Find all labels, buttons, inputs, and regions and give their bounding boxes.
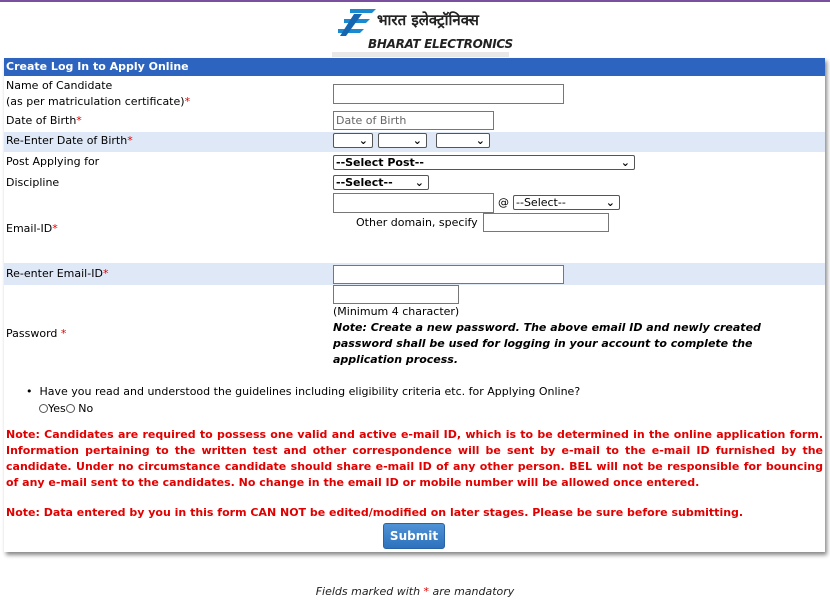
footer-star: * bbox=[423, 585, 430, 598]
submit-button[interactable]: Submit bbox=[383, 523, 445, 549]
redob-label: Re-Enter Date of Birth* bbox=[6, 134, 133, 147]
email-username-input[interactable] bbox=[333, 193, 494, 213]
password-input[interactable] bbox=[333, 285, 459, 304]
mandatory-footer: Fields marked with * are mandatory bbox=[315, 585, 515, 598]
guidelines-question: • Have you read and understood the guidelines including eligibility criteria etc. for Applying Online? bbox=[26, 385, 581, 398]
bel-logo bbox=[332, 4, 513, 57]
other-domain-label: Other domain, specify bbox=[356, 216, 478, 229]
chevron-down-icon: ⌄ bbox=[475, 134, 485, 147]
yes-label[interactable]: Yes bbox=[48, 402, 66, 415]
form-title: Create Log In to Apply Online bbox=[4, 58, 825, 76]
chevron-down-icon: ⌄ bbox=[414, 176, 424, 189]
chevron-down-icon: ⌄ bbox=[620, 156, 630, 169]
chevron-down-icon: ⌄ bbox=[358, 134, 368, 147]
no-radio[interactable] bbox=[66, 404, 75, 413]
redob-year-select[interactable] bbox=[436, 133, 490, 148]
candidate-name-input[interactable] bbox=[333, 84, 564, 104]
name-label: Name of Candidate bbox=[6, 79, 113, 92]
discipline-select[interactable]: --Select-- ⌄ bbox=[333, 175, 429, 190]
required-mark: * bbox=[184, 95, 191, 108]
password-label: Password * bbox=[6, 327, 67, 340]
chevron-down-icon: ⌄ bbox=[605, 196, 615, 209]
email-domain-select[interactable]: --Select-- ⌄ bbox=[513, 195, 620, 210]
at-sign: @ bbox=[498, 196, 509, 209]
password-hint: (Minimum 4 character) bbox=[333, 305, 460, 318]
chevron-down-icon: ⌄ bbox=[412, 134, 422, 147]
logo-hindi-text: भारत इलेक्ट्रॉनिक्स bbox=[377, 11, 479, 29]
logo-english-text: BHARAT ELECTRONICS bbox=[368, 37, 513, 51]
dob-label: Date of Birth* bbox=[6, 114, 82, 127]
redob-month-select[interactable] bbox=[378, 133, 427, 148]
no-label[interactable]: No bbox=[78, 402, 94, 415]
guidelines-options bbox=[39, 402, 93, 415]
post-select[interactable]: --Select Post-- ⌄ bbox=[333, 155, 635, 170]
bel-emblem-icon bbox=[336, 6, 378, 40]
discipline-label: Discipline bbox=[6, 176, 60, 189]
password-note: Note: Create a new password. The above email ID and newly created password shall be used for logging in your account to complete the application process. bbox=[333, 321, 761, 366]
yes-radio[interactable] bbox=[39, 404, 48, 413]
email-note: Note: Candidates are required to possess one valid and active e-mail ID, which is to be determined in the online application form. Information pertaining to the written test and other correspondence will be sent by e-mail to the e-mail ID furnished by the candidate. Under no circumstance candidate should share e-mail ID of any other person. BEL will not be responsible for bouncing of any e-mail sent to the candidates. No change in the email ID or mobile number will be allowed once entered. bbox=[6, 428, 823, 489]
redob-day-select[interactable] bbox=[333, 133, 373, 148]
logo-underline bbox=[332, 52, 509, 57]
login-form bbox=[4, 58, 825, 552]
other-domain-input[interactable] bbox=[483, 213, 609, 232]
email-label: Email-ID* bbox=[6, 222, 58, 235]
top-accent-line bbox=[0, 0, 830, 2]
name-sublabel: (as per matriculation certificate)* bbox=[6, 95, 191, 108]
data-edit-note: Note: Data entered by you in this form CAN NOT be edited/modified on later stages. Please be sure before submitting. bbox=[6, 506, 744, 519]
reemail-label: Re-enter Email-ID* bbox=[6, 267, 109, 280]
dob-input[interactable] bbox=[333, 111, 494, 130]
reemail-input[interactable] bbox=[333, 265, 564, 284]
post-label: Post Applying for bbox=[6, 155, 100, 168]
